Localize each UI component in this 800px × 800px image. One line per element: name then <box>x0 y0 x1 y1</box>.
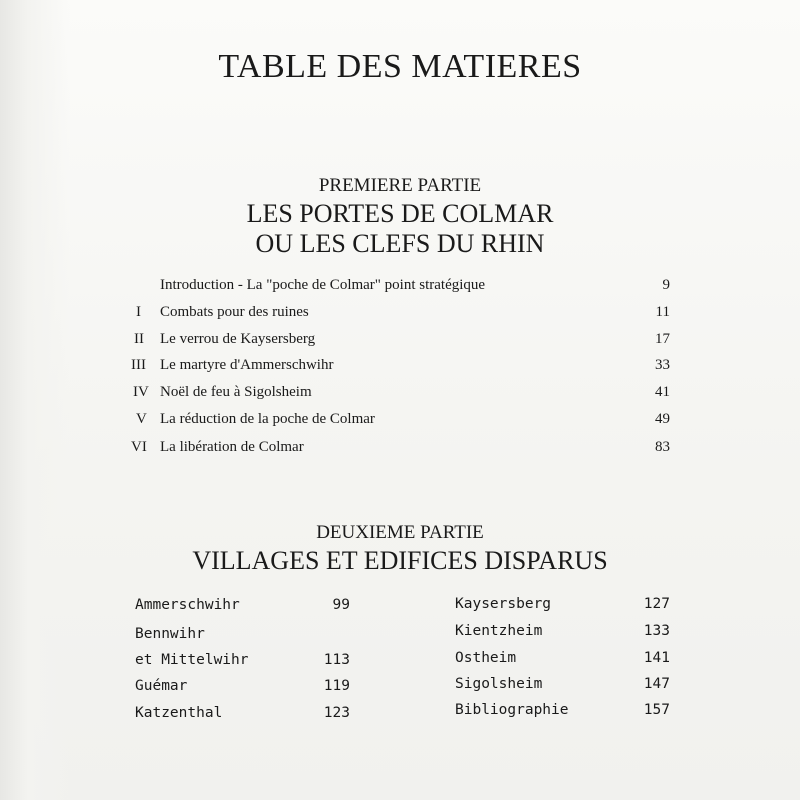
toc-page-number: 41 <box>655 384 670 400</box>
part2-title: VILLAGES ET EDIFICES DISPARUS <box>192 546 608 575</box>
index-place-name: Guémar <box>135 678 188 694</box>
index-place-name: et Mittelwihr <box>135 652 249 668</box>
index-place-name: Ostheim <box>455 650 517 666</box>
toc-chapter-title: La réduction de la poche de Colmar <box>160 411 375 427</box>
toc-page-number: 33 <box>655 357 670 373</box>
part1-title-line2: OU LES CLEFS DU RHIN <box>255 229 545 258</box>
toc-row <box>0 277 800 301</box>
index-page-number: 123 <box>323 705 350 721</box>
index-row <box>135 705 350 727</box>
index-row <box>135 652 350 674</box>
toc-page-number: 83 <box>655 439 670 455</box>
toc-row <box>0 384 800 408</box>
index-place-name: Kientzheim <box>455 623 543 639</box>
index-row <box>455 702 670 724</box>
toc-chapter-number: I <box>136 304 141 320</box>
toc-chapter-title: Le verrou de Kaysersberg <box>160 331 316 347</box>
index-row <box>135 678 350 700</box>
toc-row <box>0 331 800 355</box>
page-title: TABLE DES MATIERES <box>218 48 582 85</box>
toc-row <box>0 411 800 435</box>
index-row <box>455 650 670 672</box>
index-place-name: Bibliographie <box>455 702 569 718</box>
part1-title-line1: LES PORTES DE COLMAR <box>246 199 554 228</box>
toc-row <box>0 439 800 463</box>
part2-index-left <box>135 597 350 727</box>
index-place-name: Ammerschwihr <box>135 597 240 613</box>
index-row <box>455 623 670 645</box>
toc-chapter-number: VI <box>131 439 147 455</box>
toc-chapter-number: III <box>131 357 146 373</box>
toc-chapter-title: Le martyre d'Ammerschwihr <box>160 357 334 373</box>
index-page-number: 99 <box>332 597 350 613</box>
toc-row <box>0 304 800 328</box>
toc-page-number: 49 <box>655 411 670 427</box>
index-page-number: 157 <box>643 702 670 718</box>
index-place-name: Katzenthal <box>135 705 223 721</box>
index-row <box>455 676 670 698</box>
index-page-number: 113 <box>323 652 350 668</box>
index-row <box>455 596 670 618</box>
index-row <box>135 597 350 619</box>
toc-chapter-title: Noël de feu à Sigolsheim <box>160 384 312 400</box>
index-page-number: 133 <box>643 623 670 639</box>
toc-page-number: 11 <box>655 304 670 320</box>
toc-page-number: 9 <box>662 277 670 293</box>
part2-index-right <box>455 596 670 726</box>
part2-label: DEUXIEME PARTIE <box>316 522 484 543</box>
index-page-number: 141 <box>643 650 670 666</box>
toc-chapter-number: V <box>136 411 147 427</box>
toc-chapter-number: IV <box>133 384 149 400</box>
index-row <box>135 626 350 648</box>
index-page-number: 119 <box>323 678 350 694</box>
index-page-number: 147 <box>643 676 670 692</box>
toc-chapter-title: Introduction - La "poche de Colmar" point stratégique <box>160 277 486 293</box>
index-place-name: Sigolsheim <box>455 676 543 692</box>
index-place-name: Kaysersberg <box>455 596 552 612</box>
part1-label: PREMIERE PARTIE <box>318 175 482 196</box>
toc-chapter-title: Combats pour des ruines <box>160 304 309 320</box>
index-place-name: Bennwihr <box>135 626 205 642</box>
toc-row <box>0 357 800 381</box>
toc-chapter-number: II <box>134 331 144 347</box>
index-page-number: 127 <box>643 596 670 612</box>
toc-page-number: 17 <box>655 331 670 347</box>
toc-chapter-title: La libération de Colmar <box>160 439 304 455</box>
